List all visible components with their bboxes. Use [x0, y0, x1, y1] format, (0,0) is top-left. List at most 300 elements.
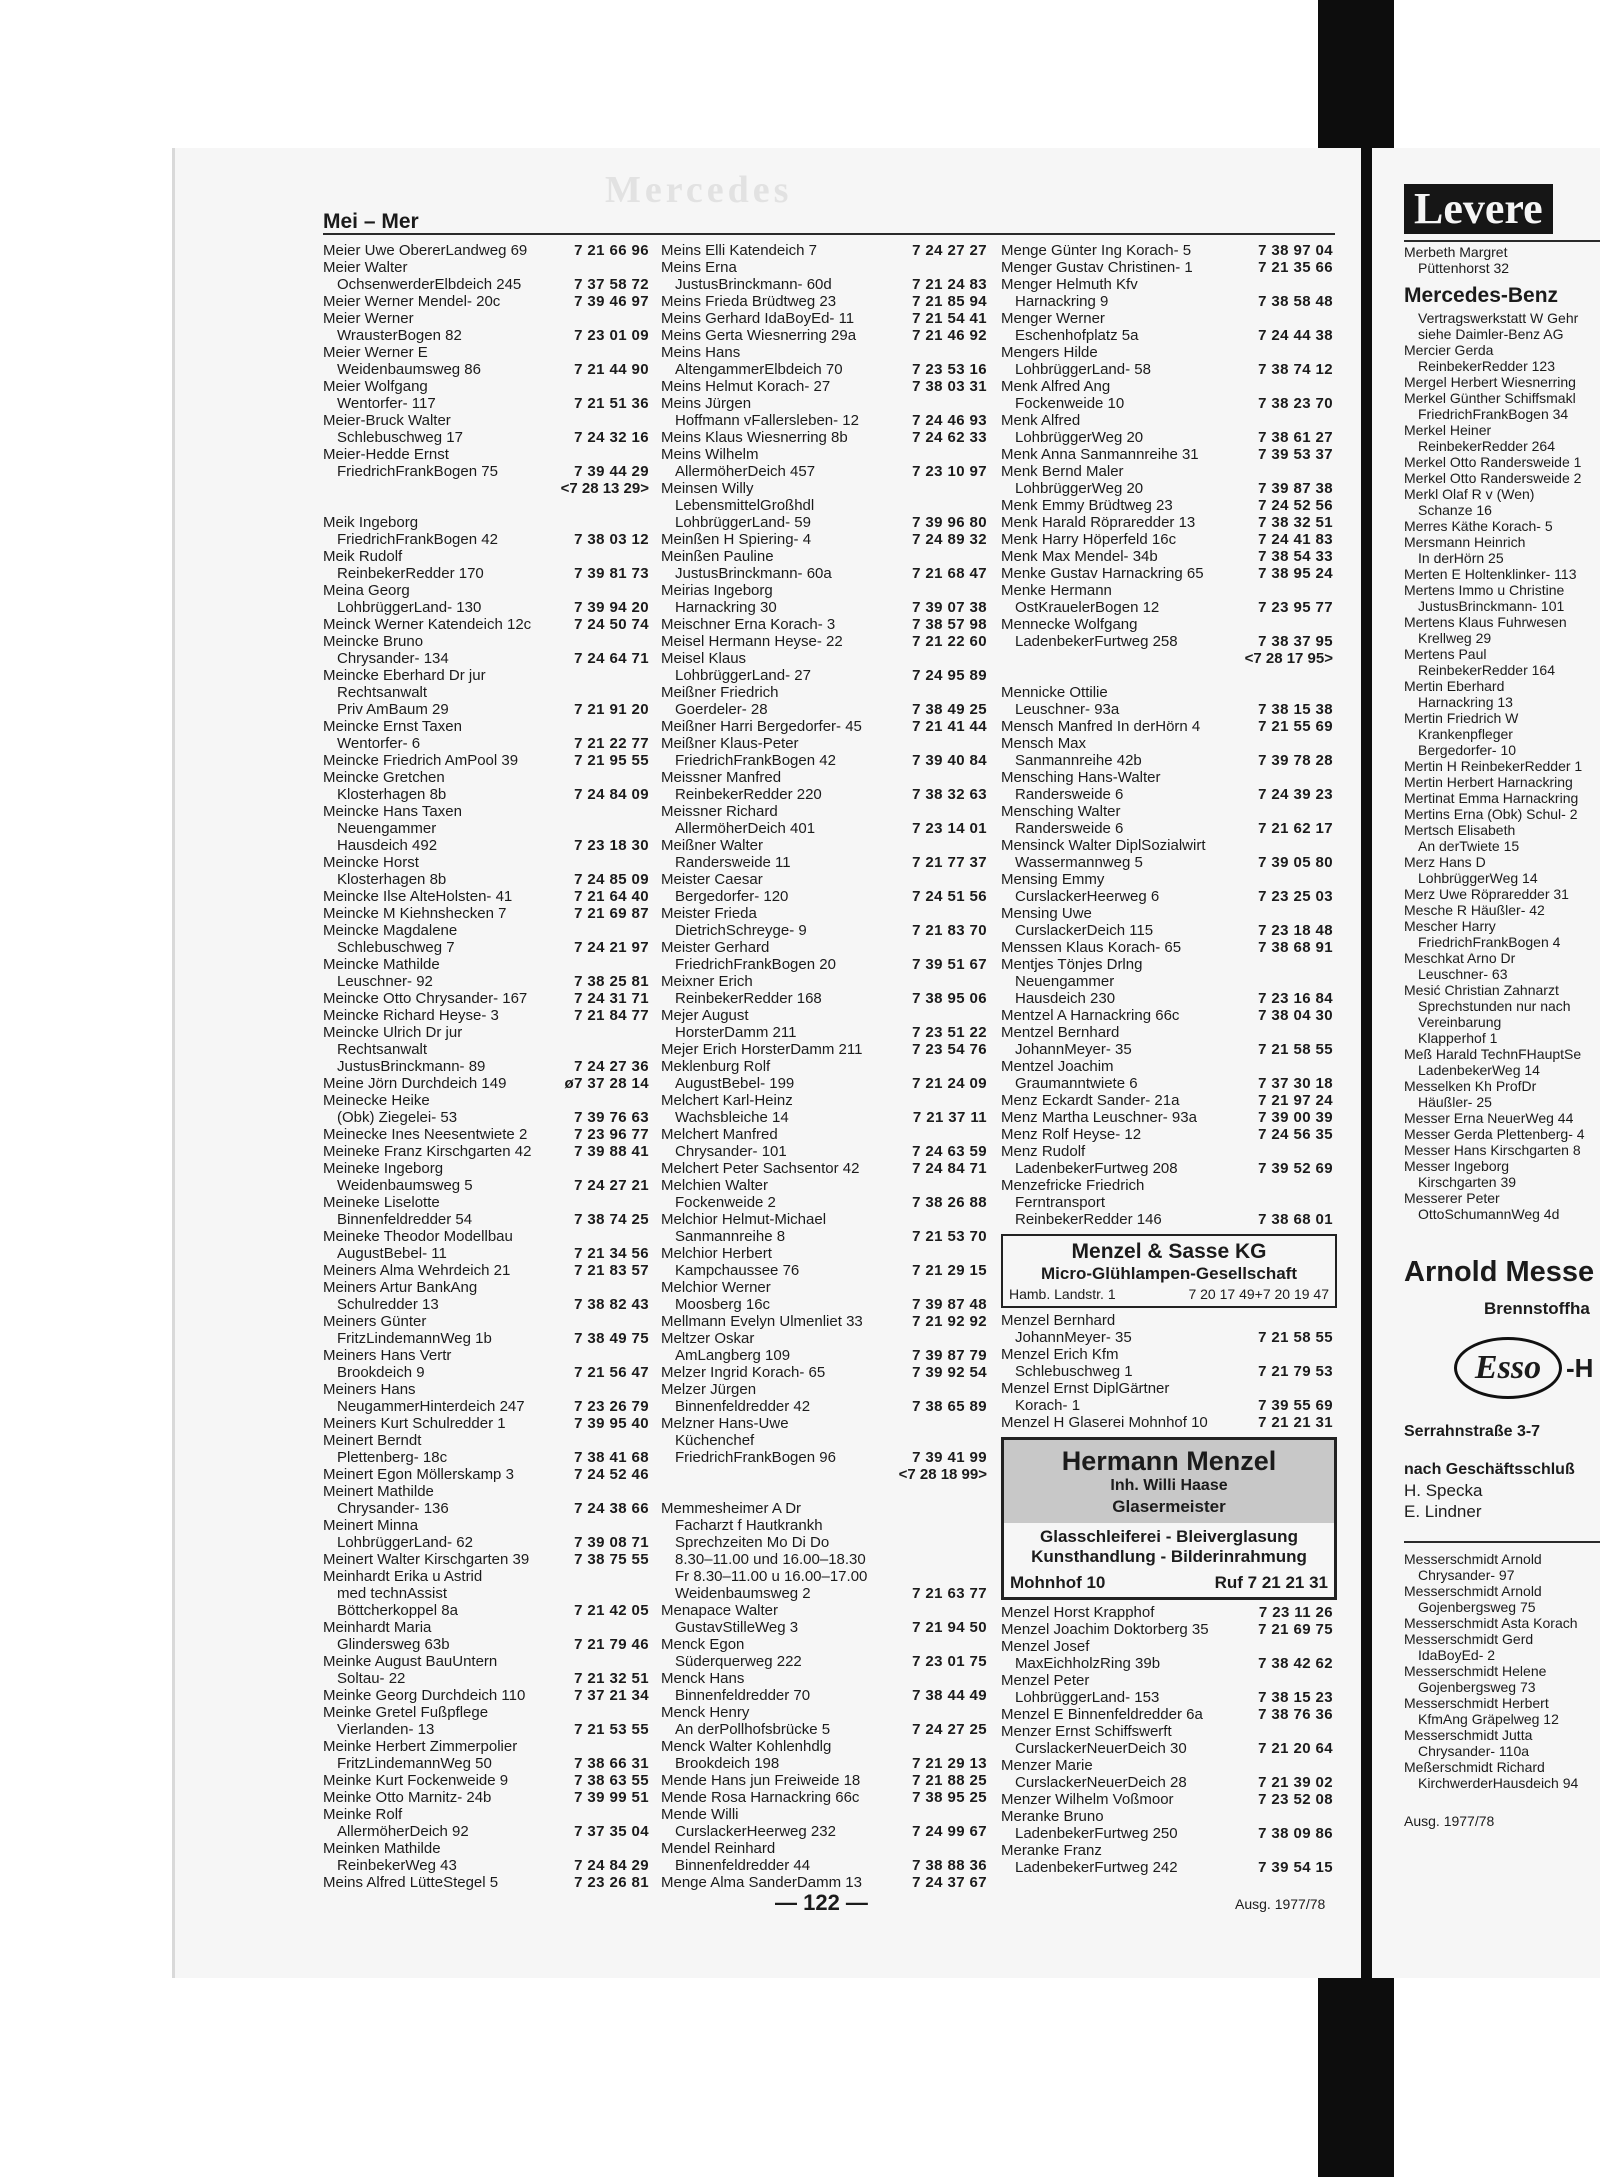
directory-entry — [1404, 950, 1600, 982]
entry-name: Melchior Helmut-Michael — [661, 1211, 827, 1228]
entry-name: Meiners Alma Wehrdeich 21 — [323, 1262, 511, 1279]
entry-name: Meinert Berndt — [323, 1432, 422, 1449]
directory-entry — [661, 1177, 991, 1211]
entry-phone: 7 39 00 39 — [1258, 1109, 1333, 1126]
entry-phone: 7 38 09 86 — [1258, 1825, 1333, 1842]
ad-service-line-2: Kunsthandlung - Bilderinrahmung — [1031, 1547, 1307, 1566]
entry-phone: 7 39 46 97 — [574, 293, 649, 310]
entry-phone: 7 38 61 27 — [1258, 429, 1333, 446]
entry-phone: 7 38 41 68 — [574, 1449, 649, 1466]
entry-name: Meincke Horst — [323, 854, 419, 871]
directory-entry — [323, 1160, 653, 1194]
directory-entry — [1001, 497, 1337, 514]
entry-address: Fockenweide 2 — [675, 1194, 776, 1211]
entry-address: AllermöherDeich 457 — [675, 463, 816, 480]
entry-address: Schlebuschweg 17 — [337, 429, 463, 446]
directory-entry — [1001, 905, 1337, 939]
entry-address: Fockenweide 10 — [1015, 395, 1125, 412]
entry-phone: 7 24 52 46 — [574, 1466, 649, 1483]
entry-name: Mentzel Joachim — [1001, 1058, 1114, 1075]
entry-address: Kirschgarten 39 — [1418, 1174, 1517, 1190]
entry-name: Mertin Eberhard — [1404, 678, 1505, 694]
entry-address: Leuschner- 63 — [1418, 966, 1508, 982]
entry-address: Sprechstunden nur nach — [1418, 998, 1571, 1014]
directory-entry — [323, 1704, 653, 1738]
entry-name: Melchien Walter — [661, 1177, 768, 1194]
entry-name: Menzer Marie — [1001, 1757, 1093, 1774]
entry-name: Meier-Bruck Walter — [323, 412, 451, 429]
bold-entry: Mercedes-Benz — [1404, 284, 1559, 307]
entry-address: Ferntransport — [1015, 1194, 1106, 1211]
entry-address: LohbrüggerWeg 20 — [1015, 429, 1144, 446]
entry-phone: 7 39 94 20 — [574, 599, 649, 616]
entry-phone: 7 24 64 71 — [574, 650, 649, 667]
entry-phone: 7 39 41 99 — [912, 1449, 987, 1466]
ad-header-box — [1004, 1440, 1334, 1523]
entry-address: Sanmannreihe 8 — [675, 1228, 786, 1245]
entry-address: Brookdeich 9 — [337, 1364, 425, 1381]
directory-entry — [661, 1041, 991, 1058]
entry-phone: 7 38 74 25 — [574, 1211, 649, 1228]
entry-address: FriedrichFrankBogen 75 — [337, 463, 498, 480]
entry-phone: 7 24 63 59 — [912, 1143, 987, 1160]
entry-address: JohannMeyer- 35 — [1015, 1041, 1132, 1058]
directory-entry — [1001, 1092, 1337, 1109]
directory-entry — [323, 854, 653, 888]
directory-entry — [323, 1602, 653, 1619]
directory-entry — [323, 1126, 653, 1143]
entry-name: Meinhardt Maria — [323, 1619, 432, 1636]
directory-entry — [661, 718, 991, 735]
entry-phone: 7 37 35 04 — [574, 1823, 649, 1840]
ad-company-name: Menzel & Sasse KG — [1071, 1240, 1267, 1263]
entry-phone: 7 21 35 66 — [1258, 259, 1333, 276]
entry-name: Meincke Ilse AlteHolsten- 41 — [323, 888, 513, 905]
entry-address: Plettenberg- 18c — [337, 1449, 448, 1466]
directory-entry — [323, 514, 653, 548]
entry-name: Meier Walter — [323, 259, 408, 276]
entry-address: LebensmittelGroßhdl — [675, 497, 815, 514]
entry-phone: 7 38 68 91 — [1258, 939, 1333, 956]
entry-phone: 7 38 54 33 — [1258, 548, 1333, 565]
entry-name: Messerschmidt Helene — [1404, 1663, 1547, 1679]
entry-name: Meik Ingeborg — [323, 514, 419, 531]
entry-address: KfmAng Gräpelweg 12 — [1418, 1711, 1559, 1727]
entry-phone: 7 39 78 28 — [1258, 752, 1333, 769]
entry-phone: 7 23 54 76 — [912, 1041, 987, 1058]
directory-entry — [323, 1653, 653, 1687]
entry-name: Mendel Reinhard — [661, 1840, 776, 1857]
ad-contact-row — [1004, 1571, 1334, 1597]
entry-phone: 7 21 37 11 — [912, 1109, 987, 1126]
entry-name: Melchior Werner — [661, 1279, 771, 1296]
entry-name: Meiners Hans — [323, 1381, 416, 1398]
entry-address: Graumanntwiete 6 — [1015, 1075, 1138, 1092]
entry-name: Mergel Herbert Wiesnerring — [1404, 374, 1576, 390]
entry-name: Mensinck Walter DiplSozialwirt — [1001, 837, 1206, 854]
column-2 — [661, 242, 991, 1891]
directory-entry — [323, 667, 653, 701]
entry-name: Melzer Jürgen — [661, 1381, 757, 1398]
directory-entry — [323, 1143, 653, 1160]
entry-phone: 7 38 15 23 — [1258, 1689, 1333, 1706]
directory-entry — [323, 990, 653, 1007]
entry-address: LadenbekerFurtweg 250 — [1015, 1825, 1178, 1842]
entry-name: Menz Rolf Heyse- 12 — [1001, 1126, 1142, 1143]
directory-entry — [323, 1347, 653, 1381]
entry-name: Meklenburg Rolf — [661, 1058, 771, 1075]
directory-entry — [1001, 1211, 1337, 1228]
entry-address: JohannMeyer- 35 — [1015, 1329, 1132, 1346]
entry-name: Menzel E Binnenfeldredder 6a — [1001, 1706, 1203, 1723]
entry-name: Menssen Klaus Korach- 65 — [1001, 939, 1182, 956]
entry-phone: ø7 37 28 14 — [564, 1075, 649, 1092]
entry-name: Menzel Ernst DiplGärtner — [1001, 1380, 1170, 1397]
entry-phone: 7 21 54 41 — [912, 310, 987, 327]
entry-phone: 7 23 11 26 — [1258, 1604, 1333, 1621]
entry-address: FritzLindemannWeg 50 — [337, 1755, 492, 1772]
entry-name: Meincke Mathilde — [323, 956, 440, 973]
entry-name: Mennecke Wolfgang — [1001, 616, 1138, 633]
directory-entry — [323, 1840, 653, 1874]
entry-address: AugustBebel- 199 — [675, 1075, 795, 1092]
directory-entry — [1001, 1177, 1337, 1211]
directory-entry — [661, 327, 991, 344]
directory-entry — [1001, 259, 1337, 276]
entry-address: ReinbekerRedder 123 — [1418, 358, 1555, 374]
entry-name: Merkel Otto Randersweide 1 — [1404, 454, 1582, 470]
entry-phone: 7 39 55 69 — [1258, 1397, 1333, 1414]
entry-name: Meissner Richard — [661, 803, 778, 820]
entry-name: Meinert Mathilde — [323, 1483, 434, 1500]
entry-name: Mertens Immo u Christine — [1404, 582, 1565, 598]
entry-address: Randersweide 6 — [1015, 786, 1124, 803]
entry-address: LadenbekerWeg 14 — [1418, 1062, 1540, 1078]
directory-entry — [323, 1687, 653, 1704]
directory-entry — [661, 429, 991, 446]
entry-address: ReinbekerRedder 146 — [1015, 1211, 1162, 1228]
directory-entry — [1404, 806, 1600, 822]
entry-name: Meincke Friedrich AmPool 39 — [323, 752, 519, 769]
entry-phone: 7 24 41 83 — [1258, 531, 1333, 548]
entry-phone: 7 21 64 40 — [574, 888, 649, 905]
entry-name: Meins Elli Katendeich 7 — [661, 242, 817, 259]
entry-address: Vertragswerkstatt W Gehr — [1418, 310, 1579, 326]
entry-name: Meißner Friedrich — [661, 684, 779, 701]
entry-address: Harnackring 9 — [1015, 293, 1109, 310]
entry-name: Meinke Georg Durchdeich 110 — [323, 1687, 526, 1704]
entry-name: Menk Harry Höperfeld 16c — [1001, 531, 1177, 548]
directory-entry — [1001, 463, 1337, 497]
directory-entry — [1001, 735, 1337, 769]
column-3-mid-list — [1001, 1312, 1337, 1431]
entry-phone: 7 21 88 25 — [912, 1772, 987, 1789]
entry-phone: 7 39 99 51 — [574, 1789, 649, 1806]
directory-entry — [323, 888, 653, 905]
edition-label: Ausg. 1977/78 — [1404, 1813, 1495, 1829]
ad-company-name: Hermann Menzel — [1061, 1446, 1277, 1476]
directory-entry — [1404, 902, 1600, 918]
directory-entry — [1001, 684, 1337, 718]
directory-entry — [1001, 1791, 1337, 1808]
entry-phone: 7 38 68 01 — [1258, 1211, 1333, 1228]
entry-phone-alt: <7 28 13 29> — [560, 480, 649, 497]
entry-name: Meincke Richard Heyse- 3 — [323, 1007, 499, 1024]
entry-name: Melchert Manfred — [661, 1126, 778, 1143]
entry-name: Meins Alfred LütteStegel 5 — [323, 1874, 499, 1891]
entry-phone: 7 38 49 25 — [912, 701, 987, 718]
directory-entry — [661, 293, 991, 310]
entry-name: Meisel Klaus — [661, 650, 747, 667]
directory-entry — [1001, 769, 1337, 803]
directory-entry — [1404, 342, 1600, 374]
directory-entry — [323, 769, 653, 803]
directory-entry — [661, 1313, 991, 1330]
directory-entry — [1404, 1110, 1600, 1126]
entry-address: NeugammerHinterdeich 247 — [337, 1398, 525, 1415]
entry-phone: 7 38 65 89 — [912, 1398, 987, 1415]
entry-name: Meincke M Kiehnshecken 7 — [323, 905, 507, 922]
entry-phone: 7 38 32 63 — [912, 786, 987, 803]
directory-entry — [661, 650, 991, 684]
right-list-top — [1404, 244, 1600, 276]
directory-entry — [661, 871, 991, 905]
entry-name: Meik Rudolf — [323, 548, 403, 565]
column-3 — [1001, 242, 1337, 1876]
entry-name: Mengers Hilde — [1001, 344, 1098, 361]
entry-phone: 7 38 25 81 — [574, 973, 649, 990]
ad-contact-1: H. Specka — [1404, 1481, 1483, 1500]
entry-address: FriedrichFrankBogen 42 — [675, 752, 836, 769]
entry-phone: 7 38 95 25 — [912, 1789, 987, 1806]
entry-phone: 7 39 92 54 — [912, 1364, 987, 1381]
entry-name: Menke Hermann — [1001, 582, 1112, 599]
entry-address: Gojenbergsweg 75 — [1418, 1599, 1536, 1615]
directory-entry — [323, 718, 653, 752]
directory-entry — [661, 344, 991, 378]
entry-address: Schanze 16 — [1418, 502, 1492, 518]
entry-address: Wentorfer- 6 — [337, 735, 421, 752]
directory-entry — [1404, 1126, 1600, 1142]
ad-trade: Glasermeister — [1112, 1497, 1226, 1516]
entry-name: Meincke Magdalene — [323, 922, 458, 939]
directory-entry — [323, 752, 653, 769]
entry-address: In derHörn 25 — [1418, 550, 1504, 566]
entry-phone: 7 38 95 06 — [912, 990, 987, 1007]
directory-entry — [1404, 1551, 1600, 1583]
directory-entry — [323, 293, 653, 310]
entry-address: Chrysander- 134 — [337, 650, 449, 667]
entry-phone: 7 24 27 27 — [912, 242, 987, 259]
directory-entry — [661, 1381, 991, 1415]
entry-address: Wassermannweg 5 — [1015, 854, 1143, 871]
entry-name: Meister Gerhard — [661, 939, 770, 956]
entry-address: OchsenwerderElbdeich 245 — [337, 276, 522, 293]
entry-phone: 7 38 58 48 — [1258, 293, 1333, 310]
directory-entry — [661, 803, 991, 837]
directory-entry — [1404, 1014, 1600, 1030]
entry-name: Menk Alfred Ang — [1001, 378, 1111, 395]
entry-phone: 7 24 27 36 — [574, 1058, 649, 1075]
entry-name: Meiners Günter — [323, 1313, 427, 1330]
entry-name: Menzel Erich Kfm — [1001, 1346, 1119, 1363]
entry-phone: 7 39 40 84 — [912, 752, 987, 769]
entry-address: Hausdeich 230 — [1015, 990, 1116, 1007]
directory-entry — [661, 1534, 991, 1551]
entry-phone: 7 21 62 17 — [1258, 820, 1333, 837]
entry-address: Soltau- 22 — [337, 1670, 406, 1687]
entry-name: Merz Uwe Röpraredder 31 — [1404, 886, 1569, 902]
entry-name: Menge Alma SanderDamm 13 — [661, 1874, 862, 1891]
right-list-main — [1404, 310, 1600, 1222]
directory-entry — [1001, 939, 1337, 956]
entry-address: Chrysander- 97 — [1418, 1567, 1515, 1583]
directory-entry — [661, 1415, 991, 1449]
entry-address: Sprechzeiten Mo Di Do — [675, 1534, 830, 1551]
entry-phone: 7 21 21 31 — [1258, 1414, 1333, 1431]
entry-name: Meranke Bruno — [1001, 1808, 1104, 1825]
entry-name: Menck Walter Kohlenhdlg — [661, 1738, 832, 1755]
entry-phone: 7 38 03 12 — [574, 531, 649, 548]
entry-address: LadenbekerFurtweg 208 — [1015, 1160, 1178, 1177]
entry-name: Meins Frieda Brüdtweg 23 — [661, 293, 837, 310]
entry-phone: 7 21 20 64 — [1258, 1740, 1333, 1757]
entry-name: Meincke Bruno — [323, 633, 424, 650]
directory-entry — [323, 1619, 653, 1653]
entry-name: Menzer Wilhelm Voßmoor — [1001, 1791, 1174, 1808]
directory-entry — [1001, 276, 1337, 310]
entry-name: Mensch Max — [1001, 735, 1087, 752]
directory-entry — [323, 616, 653, 633]
entry-name: Mejer August — [661, 1007, 749, 1024]
entry-name: Mejer Erich HorsterDamm 211 — [661, 1041, 863, 1058]
entry-phone: 7 24 89 32 — [912, 531, 987, 548]
directory-entry — [323, 1194, 653, 1228]
entry-address: Goerdeler- 28 — [675, 701, 768, 718]
entry-phone: 7 39 88 41 — [574, 1143, 649, 1160]
entry-address: Neuengammer — [1015, 973, 1115, 990]
right-column — [1404, 244, 1600, 1829]
entry-name: Meirias Ingeborg — [661, 582, 773, 599]
entry-address: LadenbekerFurtweg 242 — [1015, 1859, 1178, 1876]
entry-phone: 7 23 52 08 — [1258, 1791, 1333, 1808]
entry-phone: 7 24 50 74 — [574, 616, 649, 633]
directory-entry — [1404, 1631, 1600, 1663]
entry-name: Meß Harald TechnFHauptSe — [1404, 1046, 1582, 1062]
entry-phone: 7 39 05 80 — [1258, 854, 1333, 871]
entry-name: Messerer Peter — [1404, 1190, 1500, 1206]
entry-address: Eschenhofplatz 5a — [1015, 327, 1139, 344]
directory-entry — [1404, 742, 1600, 758]
directory-entry — [1404, 390, 1600, 422]
entry-phone: 7 37 58 72 — [574, 276, 649, 293]
entry-address: Binnenfeldredder 42 — [675, 1398, 811, 1415]
directory-entry — [1404, 646, 1600, 678]
entry-phone: 7 21 77 37 — [912, 854, 987, 871]
directory-entry — [1001, 1621, 1337, 1638]
directory-entry — [661, 1738, 991, 1772]
entry-phone: 7 24 51 56 — [912, 888, 987, 905]
entry-phone: 7 39 53 37 — [1258, 446, 1333, 463]
entry-phone: 7 24 84 29 — [574, 1857, 649, 1874]
directory-entry — [1404, 758, 1600, 774]
entry-name: Menk Harald Röpraredder 13 — [1001, 514, 1196, 531]
right-list-end — [1404, 1551, 1600, 1791]
entry-name: Meinke Rolf — [323, 1806, 403, 1823]
entry-phone: 7 23 95 77 — [1258, 599, 1333, 616]
entry-name: Meinßen H Spiering- 4 — [661, 531, 812, 548]
entry-address: FriedrichFrankBogen 34 — [1418, 406, 1569, 422]
entry-phone: 7 39 81 73 — [574, 565, 649, 582]
directory-entry — [1404, 566, 1600, 582]
directory-entry — [1404, 1663, 1600, 1695]
entry-phone: 7 21 69 87 — [574, 905, 649, 922]
directory-entry — [661, 1840, 991, 1874]
entry-address: Schulredder 13 — [337, 1296, 439, 1313]
directory-entry — [323, 1075, 653, 1092]
entry-name: Menzel Josef — [1001, 1638, 1090, 1655]
entry-phone: 7 21 39 02 — [1258, 1774, 1333, 1791]
directory-entry — [1404, 486, 1600, 518]
directory-entry — [1001, 242, 1337, 259]
entry-phone: 7 39 44 29 — [574, 463, 649, 480]
entry-phone: 7 39 54 15 — [1258, 1859, 1333, 1876]
entry-address: AmLangberg 109 — [675, 1347, 791, 1364]
directory-entry — [323, 922, 653, 956]
entry-address: 8.30–11.00 und 16.00–18.30 — [675, 1551, 866, 1568]
directory-entry — [323, 837, 653, 854]
directory-entry — [1404, 614, 1600, 646]
entry-name: Meinke Herbert Zimmerpolier — [323, 1738, 518, 1755]
entry-address: Weidenbaumsweg 5 — [337, 1177, 473, 1194]
entry-address: An derPollhofsbrücke 5 — [675, 1721, 831, 1738]
entry-name: Meinhardt Erika u Astrid — [323, 1568, 483, 1585]
directory-entry — [661, 378, 991, 395]
entry-address: FriedrichFrankBogen 96 — [675, 1449, 836, 1466]
entry-phone: 7 24 46 93 — [912, 412, 987, 429]
entry-address: ReinbekerRedder 168 — [675, 990, 822, 1007]
directory-entry — [323, 1228, 653, 1262]
entry-name: Meier Werner E — [323, 344, 428, 361]
ad-trade: Brennstoffha — [1484, 1299, 1590, 1318]
entry-phone: 7 38 26 88 — [912, 1194, 987, 1211]
entry-address: ReinbekerRedder 170 — [337, 565, 484, 582]
entry-name: Merten E Holtenklinker- 113 — [1404, 566, 1577, 582]
entry-name: Menck Egon — [661, 1636, 745, 1653]
directory-entry — [661, 514, 991, 531]
directory-entry — [661, 1636, 991, 1670]
entry-phone: 7 23 01 09 — [574, 327, 649, 344]
entry-address: DietrichSchreyge- 9 — [675, 922, 807, 939]
entry-phone: 7 38 76 36 — [1258, 1706, 1333, 1723]
brand-banner: Levere — [1404, 184, 1553, 234]
entry-phone: 7 24 56 35 — [1258, 1126, 1333, 1143]
directory-entry — [323, 259, 653, 293]
entry-phone: 7 24 38 66 — [574, 1500, 649, 1517]
entry-name: Mertins Erna (Obk) Schul- 2 — [1404, 806, 1578, 822]
entry-name: Messer Erna NeuerWeg 44 — [1404, 1110, 1574, 1126]
show-through-text: Mercedes — [605, 169, 793, 211]
entry-address: Priv AmBaum 29 — [337, 701, 449, 718]
entry-phone: 7 39 52 69 — [1258, 1160, 1333, 1177]
directory-entry — [323, 1262, 653, 1279]
entry-address: Randersweide 11 — [675, 854, 791, 871]
entry-name: Merkl Olaf R v (Wen) — [1404, 486, 1535, 502]
entry-address: LohbrüggerLand- 59 — [675, 514, 811, 531]
entry-address: An derTwiete 15 — [1418, 838, 1520, 854]
entry-address: AllermöherDeich 401 — [675, 820, 816, 837]
entry-phone: 7 23 10 97 — [912, 463, 987, 480]
